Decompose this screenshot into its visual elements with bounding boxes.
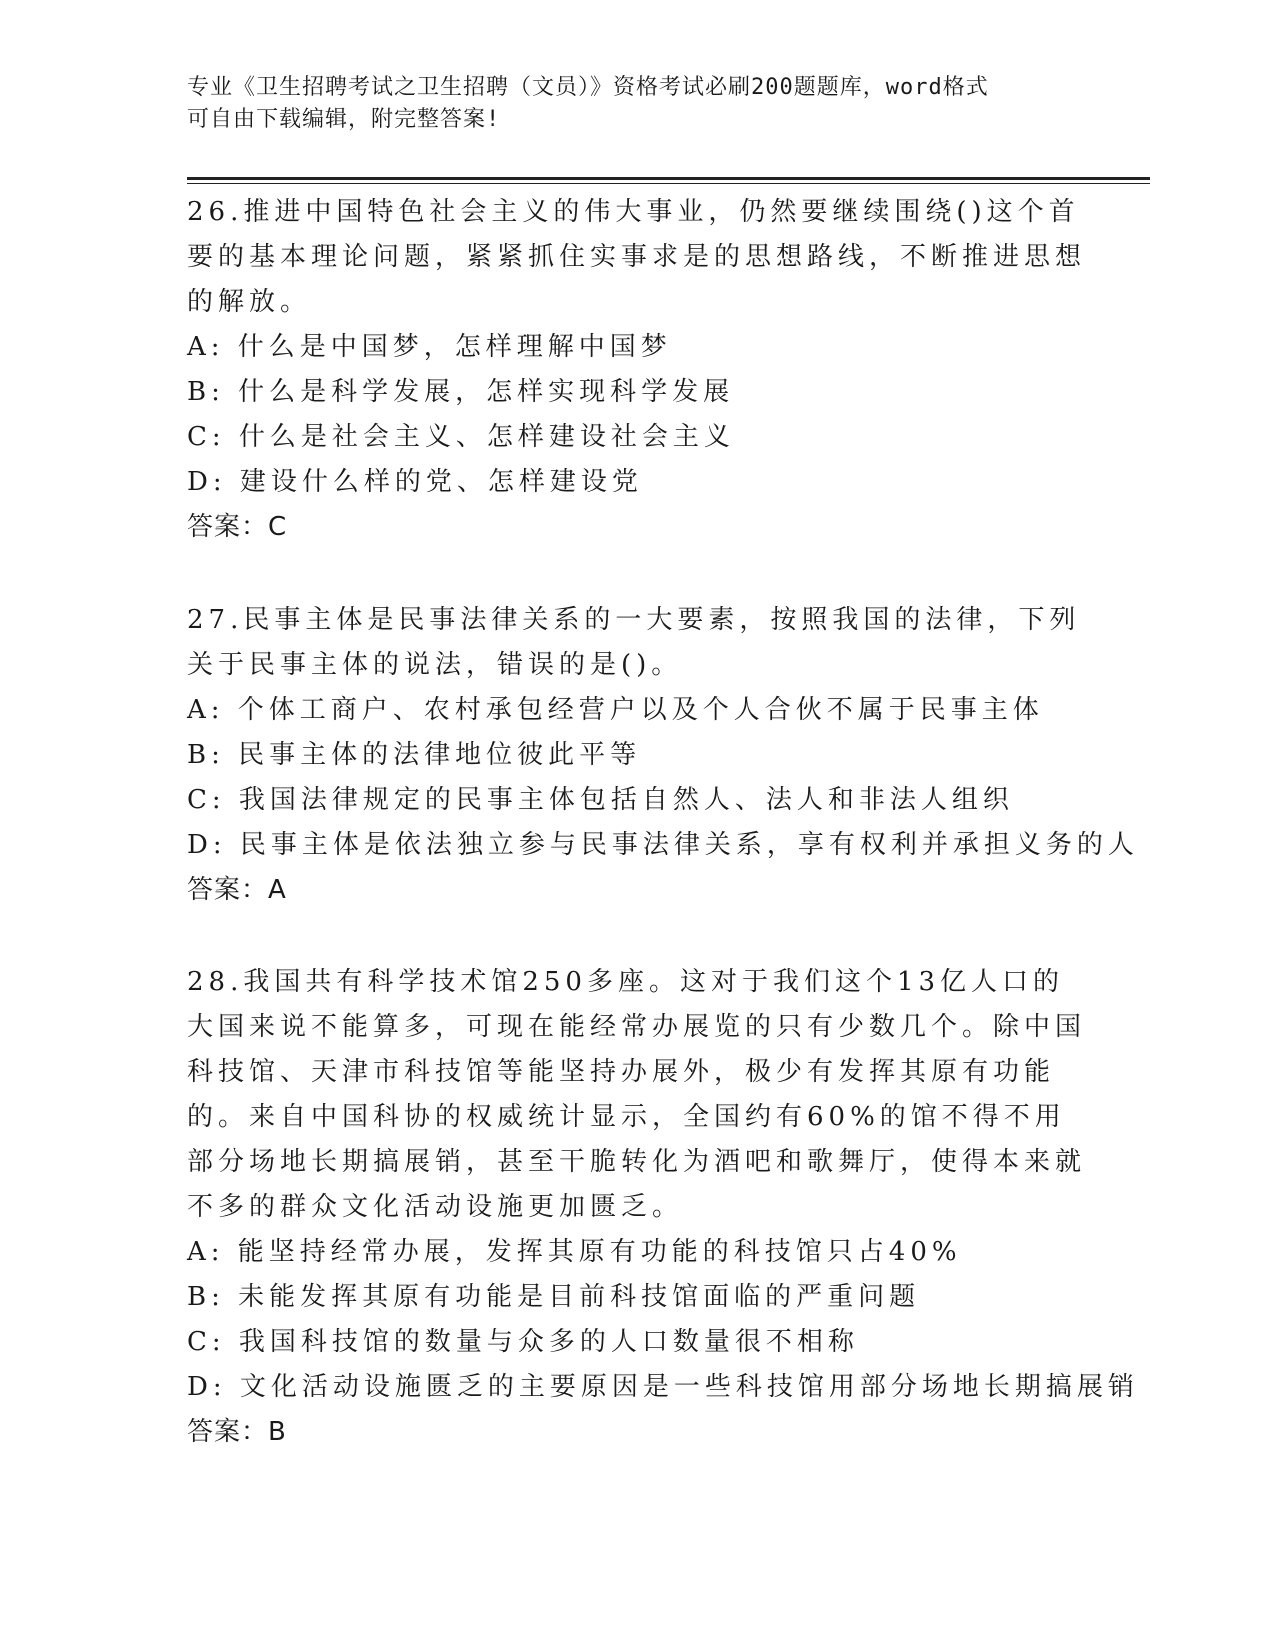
option-a: A: 个体工商户、农村承包经营户以及个人合伙不属于民事主体	[187, 695, 1044, 725]
option-c: C: 什么是社会主义、怎样建设社会主义	[187, 422, 735, 452]
question-27	[187, 598, 1139, 913]
option-c: C: 我国法律规定的民事主体包括自然人、法人和非法人组织	[187, 785, 1014, 815]
option-d: D: 文化活动设施匮乏的主要原因是一些科技馆用部分场地长期搞展销	[187, 1372, 1139, 1402]
question-stem: 27.民事主体是民事法律关系的一大要素，按照我国的法律，下列关于民事主体的说法，错误的是()。	[187, 605, 1081, 680]
header-divider-thick	[187, 177, 1150, 180]
question-26	[187, 190, 1087, 550]
question-stem: 26.推进中国特色社会主义的伟大事业，仍然要继续围绕()这个首要的基本理论问题，紧紧抓住实事求是的思想路线，不断推进思想的解放。	[187, 197, 1087, 317]
answer-label: 答案：B	[187, 1417, 287, 1447]
header-divider-thin	[187, 183, 1150, 184]
question-28	[187, 960, 1139, 1455]
option-a: A: 什么是中国梦，怎样理解中国梦	[187, 332, 672, 362]
option-b: B: 什么是科学发展，怎样实现科学发展	[187, 377, 735, 407]
option-d: D: 建设什么样的党、怎样建设党	[187, 467, 643, 497]
option-b: B: 民事主体的法律地位彼此平等	[187, 740, 642, 770]
option-c: C: 我国科技馆的数量与众多的人口数量很不相称	[187, 1327, 859, 1357]
option-d: D: 民事主体是依法独立参与民事法律关系，享有权利并承担义务的人	[187, 830, 1139, 860]
answer-label: 答案：C	[187, 512, 288, 542]
question-stem: 28.我国共有科学技术馆250多座。这对于我们这个13亿人口的大国来说不能算多，可现在能经常办展览的只有少数几个。除中国科技馆、天津市科技馆等能坚持办展外，极少有发挥其原有功能的。来自中国科协的权威统计显示，全国约有60%的馆不得不用部分场地长期搞展销，甚至干脆转化为酒吧和歌舞厅，使得本来就不多的群众文化活动设施更加匮乏。	[187, 967, 1087, 1222]
option-a: A: 能坚持经常办展，发挥其原有功能的科技馆只占40%	[187, 1237, 962, 1267]
option-b: B: 未能发挥其原有功能是目前科技馆面临的严重问题	[187, 1282, 921, 1312]
document-header: 专业《卫生招聘考试之卫生招聘（文员）》资格考试必刷200题题库，word格式 可自由下载编辑，附完整答案!	[187, 75, 989, 132]
answer-label: 答案：A	[187, 875, 287, 905]
